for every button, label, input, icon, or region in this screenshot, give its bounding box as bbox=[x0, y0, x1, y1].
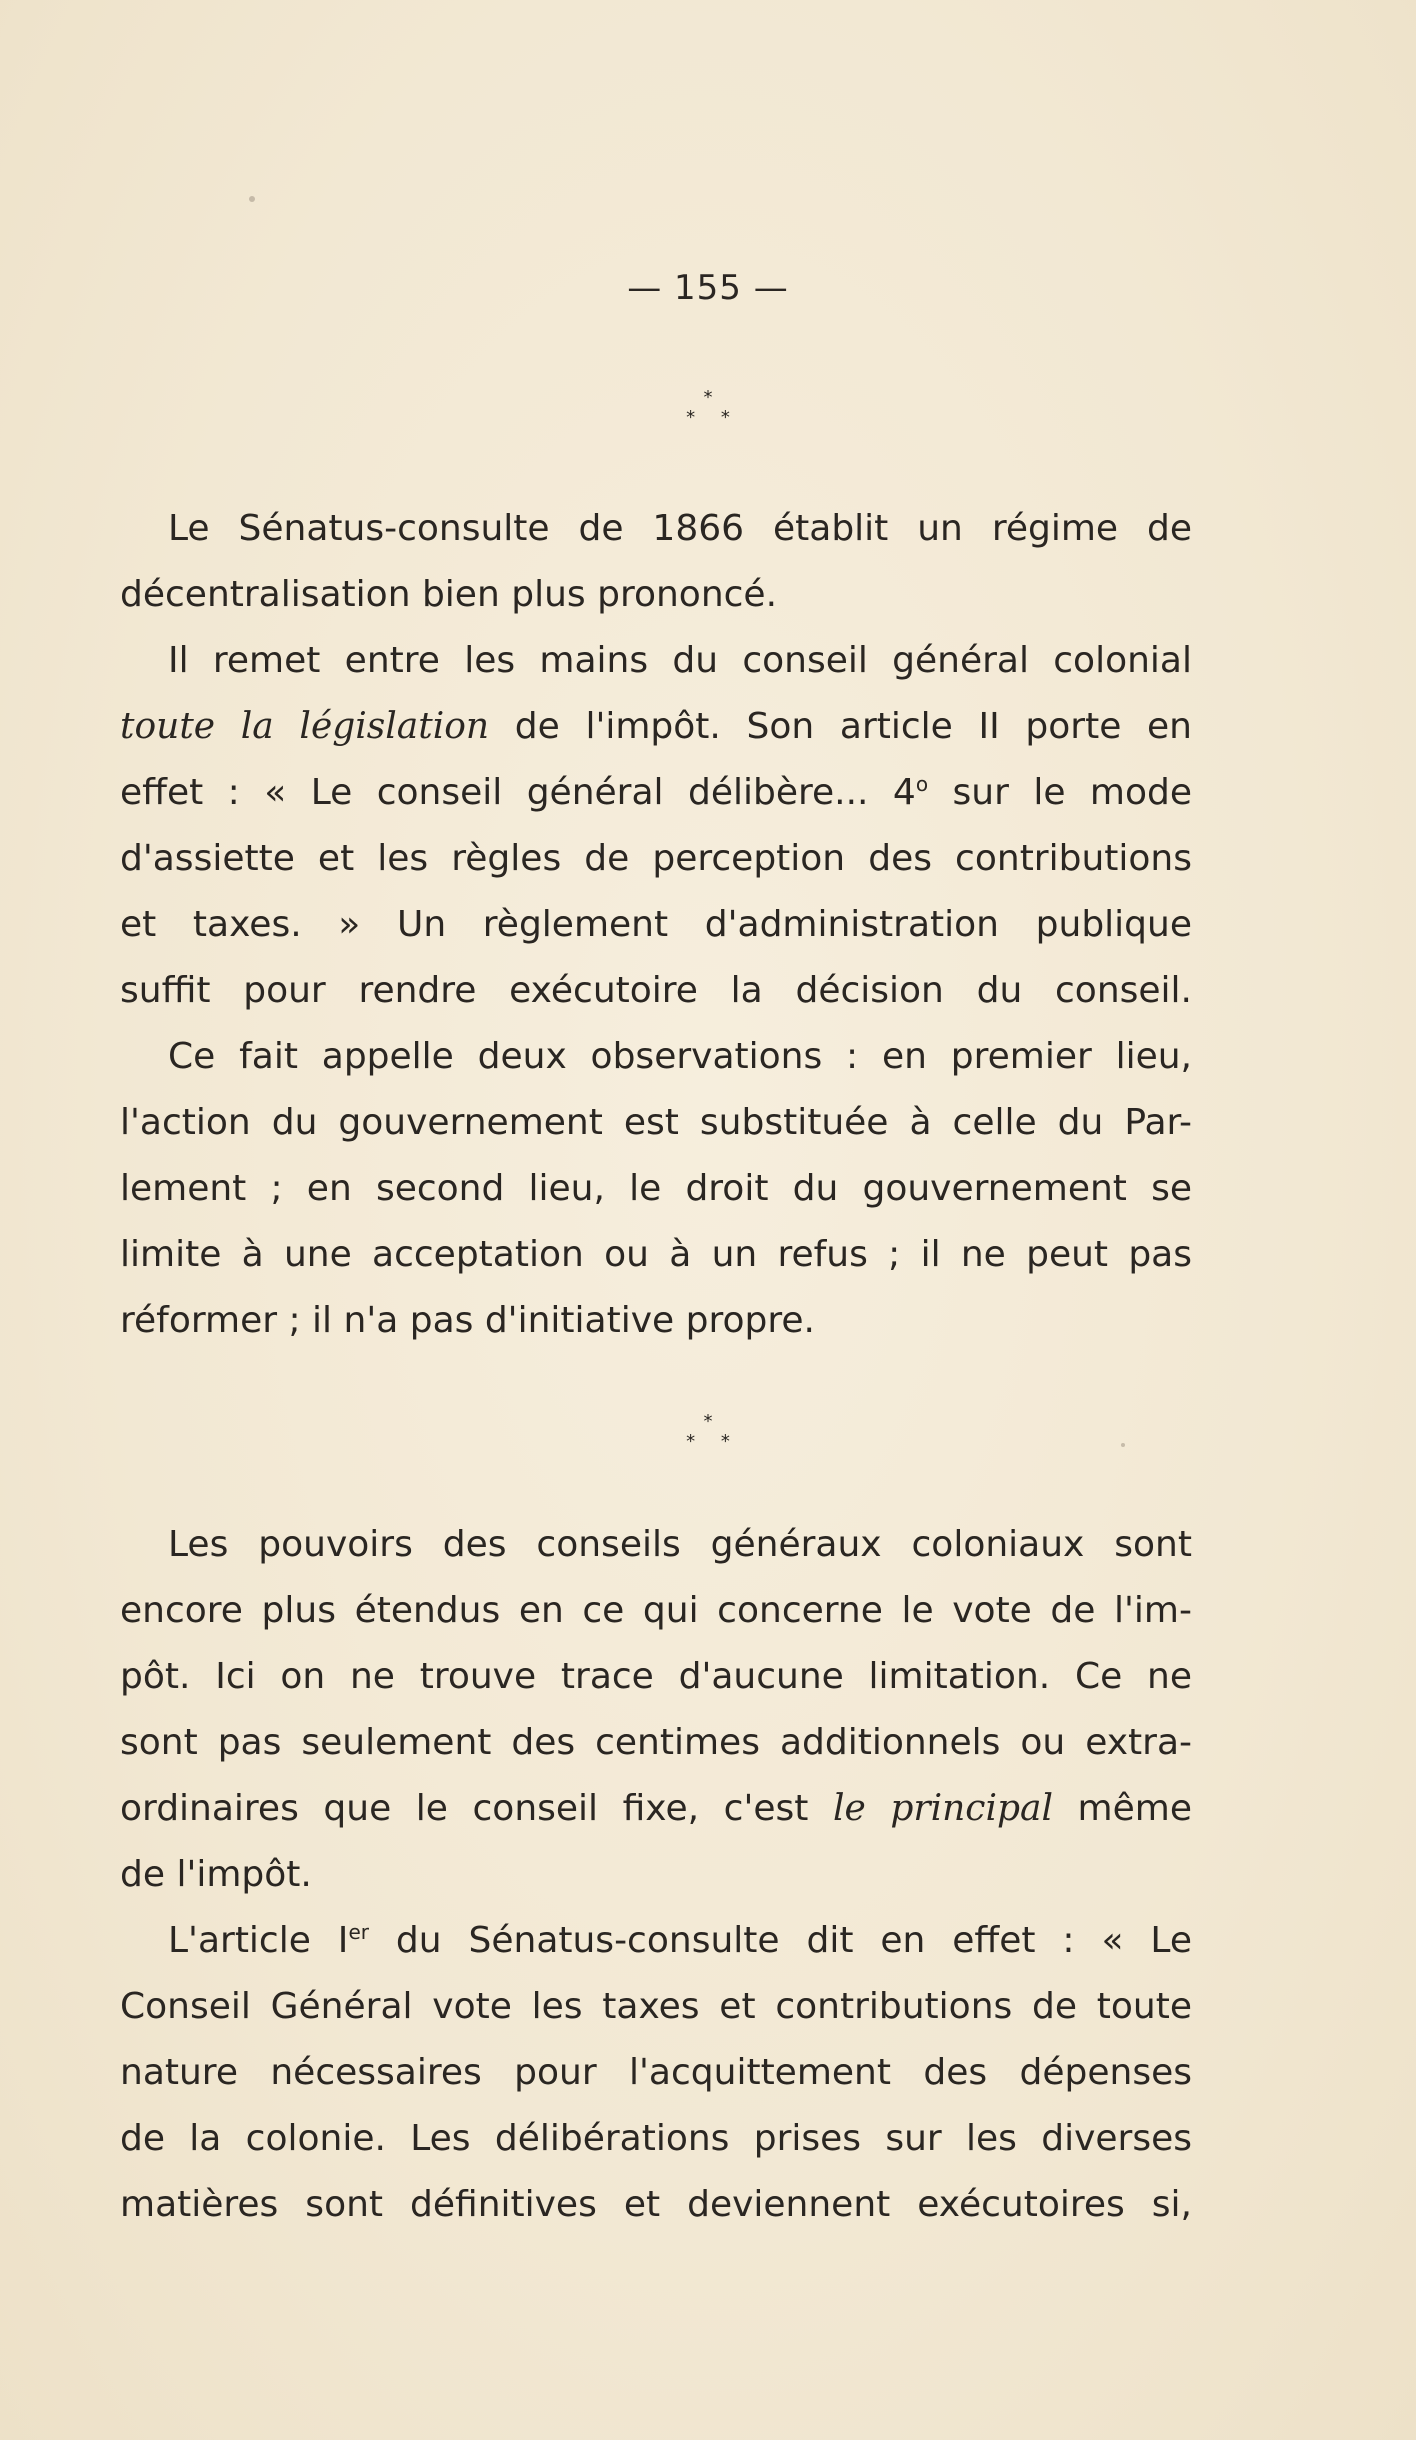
text-segment: L'article I bbox=[168, 1920, 349, 1961]
text-line: matières sont définitives et deviennent exécutoires si, bbox=[120, 2184, 1192, 2225]
paragraph-block-2 bbox=[120, 1512, 1192, 2238]
superscript: o bbox=[915, 772, 929, 796]
asterism-top: * bbox=[703, 1411, 713, 1432]
text-line: lement ; en second lieu, le droit du gouvernement se bbox=[120, 1168, 1192, 1209]
italic-phrase: le principal bbox=[832, 1788, 1053, 1829]
text-line: pôt. Ici on ne trouve trace d'aucune limitation. Ce ne bbox=[120, 1656, 1192, 1697]
text-line: Conseil Général vote les taxes et contributions de toute bbox=[120, 1986, 1192, 2027]
page-number: — 155 — bbox=[627, 268, 789, 308]
text-segment: effet : « Le conseil général délibère... 4 bbox=[120, 772, 916, 813]
text-line: Le Sénatus-consulte de 1866 établit un régime de bbox=[168, 508, 1192, 549]
text-line: limite à une acceptation ou à un refus ; il ne peut pas bbox=[120, 1234, 1192, 1275]
text-line: et taxes. » Un règlement d'administration publique bbox=[120, 904, 1192, 945]
paragraph-block-1 bbox=[120, 496, 1192, 1354]
asterism-top: * bbox=[703, 387, 713, 408]
text-line: de l'impôt. bbox=[120, 1854, 312, 1895]
asterism-divider bbox=[0, 1412, 1416, 1452]
text-line: réformer ; il n'a pas d'initiative propre. bbox=[120, 1300, 815, 1341]
asterism-divider bbox=[0, 388, 1416, 428]
text-line: encore plus étendus en ce qui concerne le vote de l'im- bbox=[120, 1590, 1192, 1631]
text-segment: du Sénatus-consulte dit en effet : « Le bbox=[368, 1920, 1193, 1961]
text-line: nature nécessaires pour l'acquittement des dépenses bbox=[120, 2052, 1192, 2093]
text-line: l'action du gouvernement est substituée à celle du Par- bbox=[120, 1102, 1192, 1143]
text-segment: sur le mode bbox=[928, 772, 1193, 813]
text-line: d'assiette et les règles de perception des contributions bbox=[120, 838, 1192, 879]
text-line bbox=[120, 1908, 1192, 1974]
text-segment: même bbox=[1052, 1788, 1192, 1829]
italic-phrase: toute la législation bbox=[120, 706, 490, 747]
text-line: suffit pour rendre exécutoire la décision du conseil. bbox=[120, 970, 1192, 1011]
superscript: er bbox=[348, 1920, 369, 1944]
text-line: Il remet entre les mains du conseil général colonial bbox=[168, 640, 1192, 681]
text-line: de la colonie. Les délibérations prises sur les diverses bbox=[120, 2118, 1192, 2159]
text-line bbox=[120, 760, 1192, 826]
asterism-bottom: * * bbox=[686, 407, 740, 428]
text-line bbox=[120, 1776, 1192, 1842]
text-segment: ordinaires que le conseil fixe, c'est bbox=[120, 1788, 833, 1829]
asterism-bottom: * * bbox=[686, 1431, 740, 1452]
text-line: Ce fait appelle deux observations : en premier lieu, bbox=[168, 1036, 1192, 1077]
text-segment: de l'impôt. Son article II porte en bbox=[489, 706, 1193, 747]
text-line: décentralisation bien plus prononcé. bbox=[120, 574, 778, 615]
text-line: Les pouvoirs des conseils généraux coloniaux sont bbox=[168, 1524, 1192, 1565]
text-line bbox=[120, 694, 1192, 760]
text-line: sont pas seulement des centimes additionnels ou extra- bbox=[120, 1722, 1192, 1763]
paper-speck bbox=[249, 196, 255, 202]
